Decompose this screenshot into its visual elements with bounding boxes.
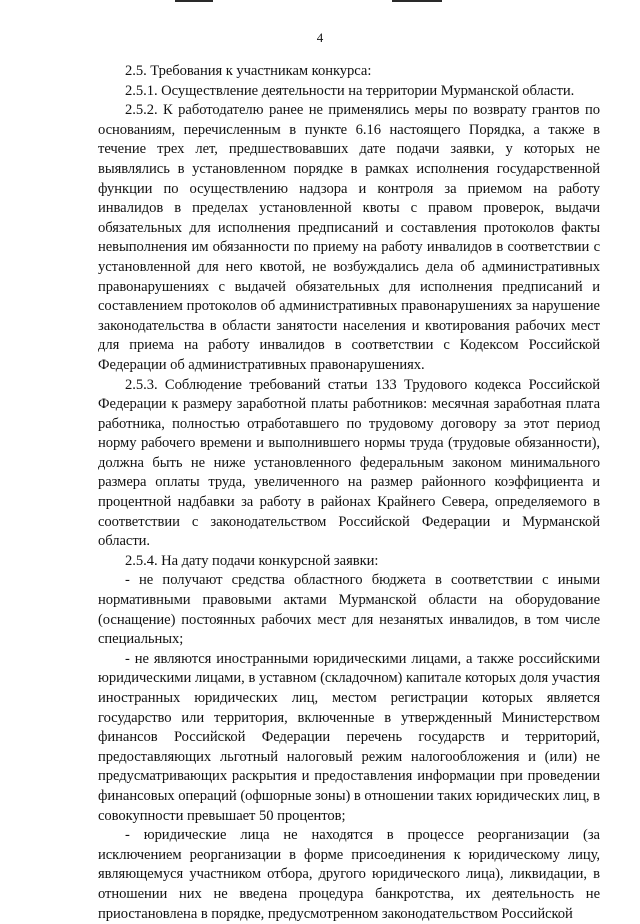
clause-2-5-3: 2.5.3. Соблюдение требований статьи 133 Трудового кодекса Российской Федерации к размеру заработной платы работников: месячная заработная плата работника, полностью отработавшего по трудовому договору за этот период норму рабочего времени и выполнившего нормы труда (трудовые обязанности), должна быть не ниже установленного федеральным законом минимального размера оплаты труда, увеличенного на размер районного коэффициента и процентной надбавки за работу в районах Крайнего Севера, определяемого в соответствии с законодательством Российской Федерации и Мурманской области. <box>98 376 600 550</box>
page-number: 4 <box>316 30 324 45</box>
clause-2-5-4: 2.5.4. На дату подачи конкурсной заявки: <box>125 552 379 569</box>
list-item-budget-funds: - не получают средства областного бюджета в соответствии с иными нормативными правовыми актами Мурманской области на оборудование (оснащение) постоянных рабочих мест для незанятых инвалидов, в том числе специальных; <box>98 572 600 648</box>
list-item-reorganization: - юридические лица не находятся в процессе реорганизации (за исключением реорганизации в форме присоединения к юридическому лицу, являющемуся участником отбора, другого юридического лица), ликвидации, в отношении них не введена процедура банкротства, их деятельность не приостановлена в порядке, предусмотренном законодательством Российской <box>98 827 600 922</box>
section-heading-2-5: 2.5. Требования к участникам конкурса: <box>125 63 372 79</box>
scan-edge-mark <box>175 0 213 2</box>
clause-2-5-1: 2.5.1. Осуществление деятельности на территории Мурманской области. <box>125 82 575 99</box>
document-body <box>98 62 600 924</box>
scan-edge-mark <box>392 0 442 2</box>
clause-2-5-2: 2.5.2. К работодателю ранее не применялись меры по возврату грантов по основаниям, перечисленным в пункте 6.16 настоящего Порядка, а также в течение трех лет, предшествовавших дате подачи заявки, у которых не выявлялись в установленном порядке в рамках исполнения государственной функции по осуществлению надзора и контроля за приемом на работу инвалидов в пределах установленной квоты с правом проверок, выдачи обязательных для исполнения предписаний и составления протоколов факты невыполнения им обязанности по приему на работу инвалидов в соответствии с установленной для него квотой, не возбуждались дела об административных правонарушениях с выдачей обязательных для исполнения предписаний и составлением протоколов об административных правонарушениях за нарушение законодательства в области занятости населения и квотирования рабочих мест для приема на работу инвалидов в соответствии с Кодексом Российской Федерации об административных правонарушениях. <box>98 102 600 373</box>
list-item-foreign-entities: - не являются иностранными юридическими лицами, а также российскими юридическими лицами, в уставном (складочном) капитале которых доля участия иностранных юридических лиц, местом регистрации которых является государство или территория, включенные в утвержденный Министерством финансов Российской Федерации перечень государств и территорий, предоставляющих льготный налоговый режим налогообложения и (или) не предусматривающих раскрытия и предоставления информации при проведении финансовых операций (офшорные зоны) в отношении таких юридических лиц, в совокупности превышает 50 процентов; <box>98 650 600 824</box>
